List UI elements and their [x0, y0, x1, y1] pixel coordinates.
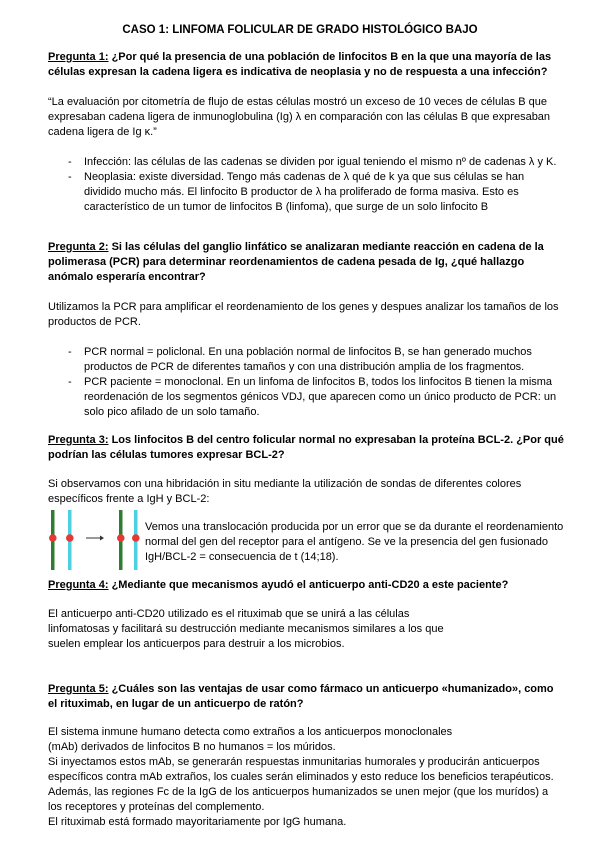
question-1-label: Pregunta 1:	[48, 51, 109, 63]
list-item: - Infección: las células de las cadenas se dividen por igual teniendo el mismo nº de cadenas λ y K.	[48, 155, 564, 170]
answer-3-intro-text: Si observamos con una hibridación in situ mediante la utilización de sondas de diferentes colores específicos frente a IgH y BCL-2:	[48, 478, 522, 505]
fish-translocation-diagram	[46, 508, 142, 572]
question-1-text: ¿Por qué la presencia de una población de linfocitos B en la que una mayoría de las células expresan la cadena ligera es indicativa de neoplasia y no de respuesta a una infección?	[48, 51, 552, 78]
answer-1-quote-text: “La evaluación por citometría de flujo de estas células mostró un exceso de 10 veces de células B que expresaban cadena ligera de inmunoglobulina (Ig) λ en comparación con las células B que expresaban cadena ligera de Ig κ.”	[48, 96, 551, 138]
answer-1-quote	[48, 95, 564, 140]
answer-4	[48, 607, 564, 652]
answer-5-line: El sistema inmune humano detecta como extraños a los anticuerpos monoclonales	[48, 726, 453, 738]
question-4-heading	[48, 578, 564, 593]
question-5-label: Pregunta 5:	[48, 683, 109, 695]
answer-3-intro	[48, 477, 564, 507]
answer-2-intro-text: Utilizamos la PCR para amplificar el reordenamiento de los genes y despues analizar los tamaños de los productos de PCR.	[48, 301, 559, 328]
question-5-text: ¿Cuáles son las ventajas de usar como fármaco un anticuerpo «humanizado», como el rituximab, en lugar de un anticuerpo de ratón?	[48, 683, 554, 710]
question-5-heading	[48, 682, 564, 712]
answer-5-line: (mAb) derivados de linfocitos B no humanos = los múridos.	[48, 741, 336, 753]
signal-dot-green-right	[117, 534, 125, 542]
question-3-label: Pregunta 3:	[48, 434, 109, 446]
question-3-text: Los linfocitos B del centro folicular normal no expresaban la proteína BCL-2. ¿Por qué podrían las células tumores expresar BCL-2?	[48, 434, 564, 461]
question-2	[48, 240, 564, 285]
answer-1-list	[48, 155, 564, 215]
question-2-label: Pregunta 2:	[48, 241, 109, 253]
question-3	[48, 433, 564, 463]
fish-diagram-svg	[46, 508, 142, 572]
question-5	[48, 682, 564, 712]
answer-2-intro	[48, 300, 564, 330]
question-4	[48, 578, 564, 593]
arrow-head-icon	[100, 536, 104, 541]
question-1-heading	[48, 50, 564, 80]
question-2-heading	[48, 240, 564, 285]
signal-dot-green-left	[49, 534, 57, 542]
page-title: CASO 1: LINFOMA FOLICULAR DE GRADO HISTOLÓGICO BAJO	[122, 24, 478, 36]
question-1	[48, 50, 564, 80]
answer-4-line: linfomatosas y facilitará su destrucción mediante mecanismos similares a los que	[48, 623, 444, 635]
signal-dot-cyan-right	[132, 534, 140, 542]
answer-2-list	[48, 345, 564, 420]
answer-3-diagram-text	[145, 520, 565, 565]
list-item: - PCR paciente = monoclonal. En un linfoma de linfocitos B, todos los linfocitos B tienen la misma reordenación de los segmentos génicos VDJ, que aparecen como un único producto de PCR: un solo pico afilado de un solo tamaño.	[48, 375, 564, 420]
question-4-text: ¿Mediante que mecanismos ayudó el anticuerpo anti-CD20 a este paciente?	[108, 579, 509, 591]
answer-3-diagram-caption: Vemos una translocación producida por un error que se da durante el reordenamiento normal del gen del receptor para el antígeno. Se ve la presencia del gen fusionado IgH/BCL-2 = consecuencia de t (14;18).	[145, 521, 564, 563]
answer-5-line: El rituximab está formado mayoritariamente por IgG humana.	[48, 816, 347, 828]
answer-5	[48, 725, 564, 830]
answer-5-line: Si inyectamos estos mAb, se generarán respuestas inmunitarias humorales y producirán anticuerpos específicos contra mAb extraños, los cuales serán eliminados y esto reduce los beneficios terapéuticos.	[48, 756, 554, 783]
question-2-text: Si las células del ganglio linfático se analizaran mediante reacción en cadena de la polimerasa (PCR) para determinar reordenamientos de cadena pesada de Ig, ¿qué hallazgo anómalo esperaría encontrar?	[48, 241, 544, 283]
list-item: - Neoplasia: existe diversidad. Tengo más cadenas de λ qué de k ya que sus células se han dividido mucho más. El linfocito B productor de λ ha proliferado de forma masiva. Esto es característico de un tumor de linfocitos B (linfoma), que surge de un solo linfocito B	[48, 170, 564, 215]
question-4-label: Pregunta 4:	[48, 579, 109, 591]
answer-4-line: suelen emplear los anticuerpos para destruir a los microbios.	[48, 638, 345, 650]
signal-dot-cyan-left	[66, 534, 74, 542]
question-3-heading	[48, 433, 564, 463]
answer-4-line: El anticuerpo anti-CD20 utilizado es el rituximab que se unirá a las células	[48, 608, 410, 620]
list-item: - PCR normal = policlonal. En una población normal de linfocitos B, se han generado muchos productos de PCR de diferentes tamaños y con una distribución amplia de los fragmentos.	[48, 345, 564, 375]
answer-5-line: Además, las regiones Fc de la IgG de los anticuerpos humanizados se unen mejor (que los murídos) a los receptores y proteínas del complemento.	[48, 786, 549, 813]
